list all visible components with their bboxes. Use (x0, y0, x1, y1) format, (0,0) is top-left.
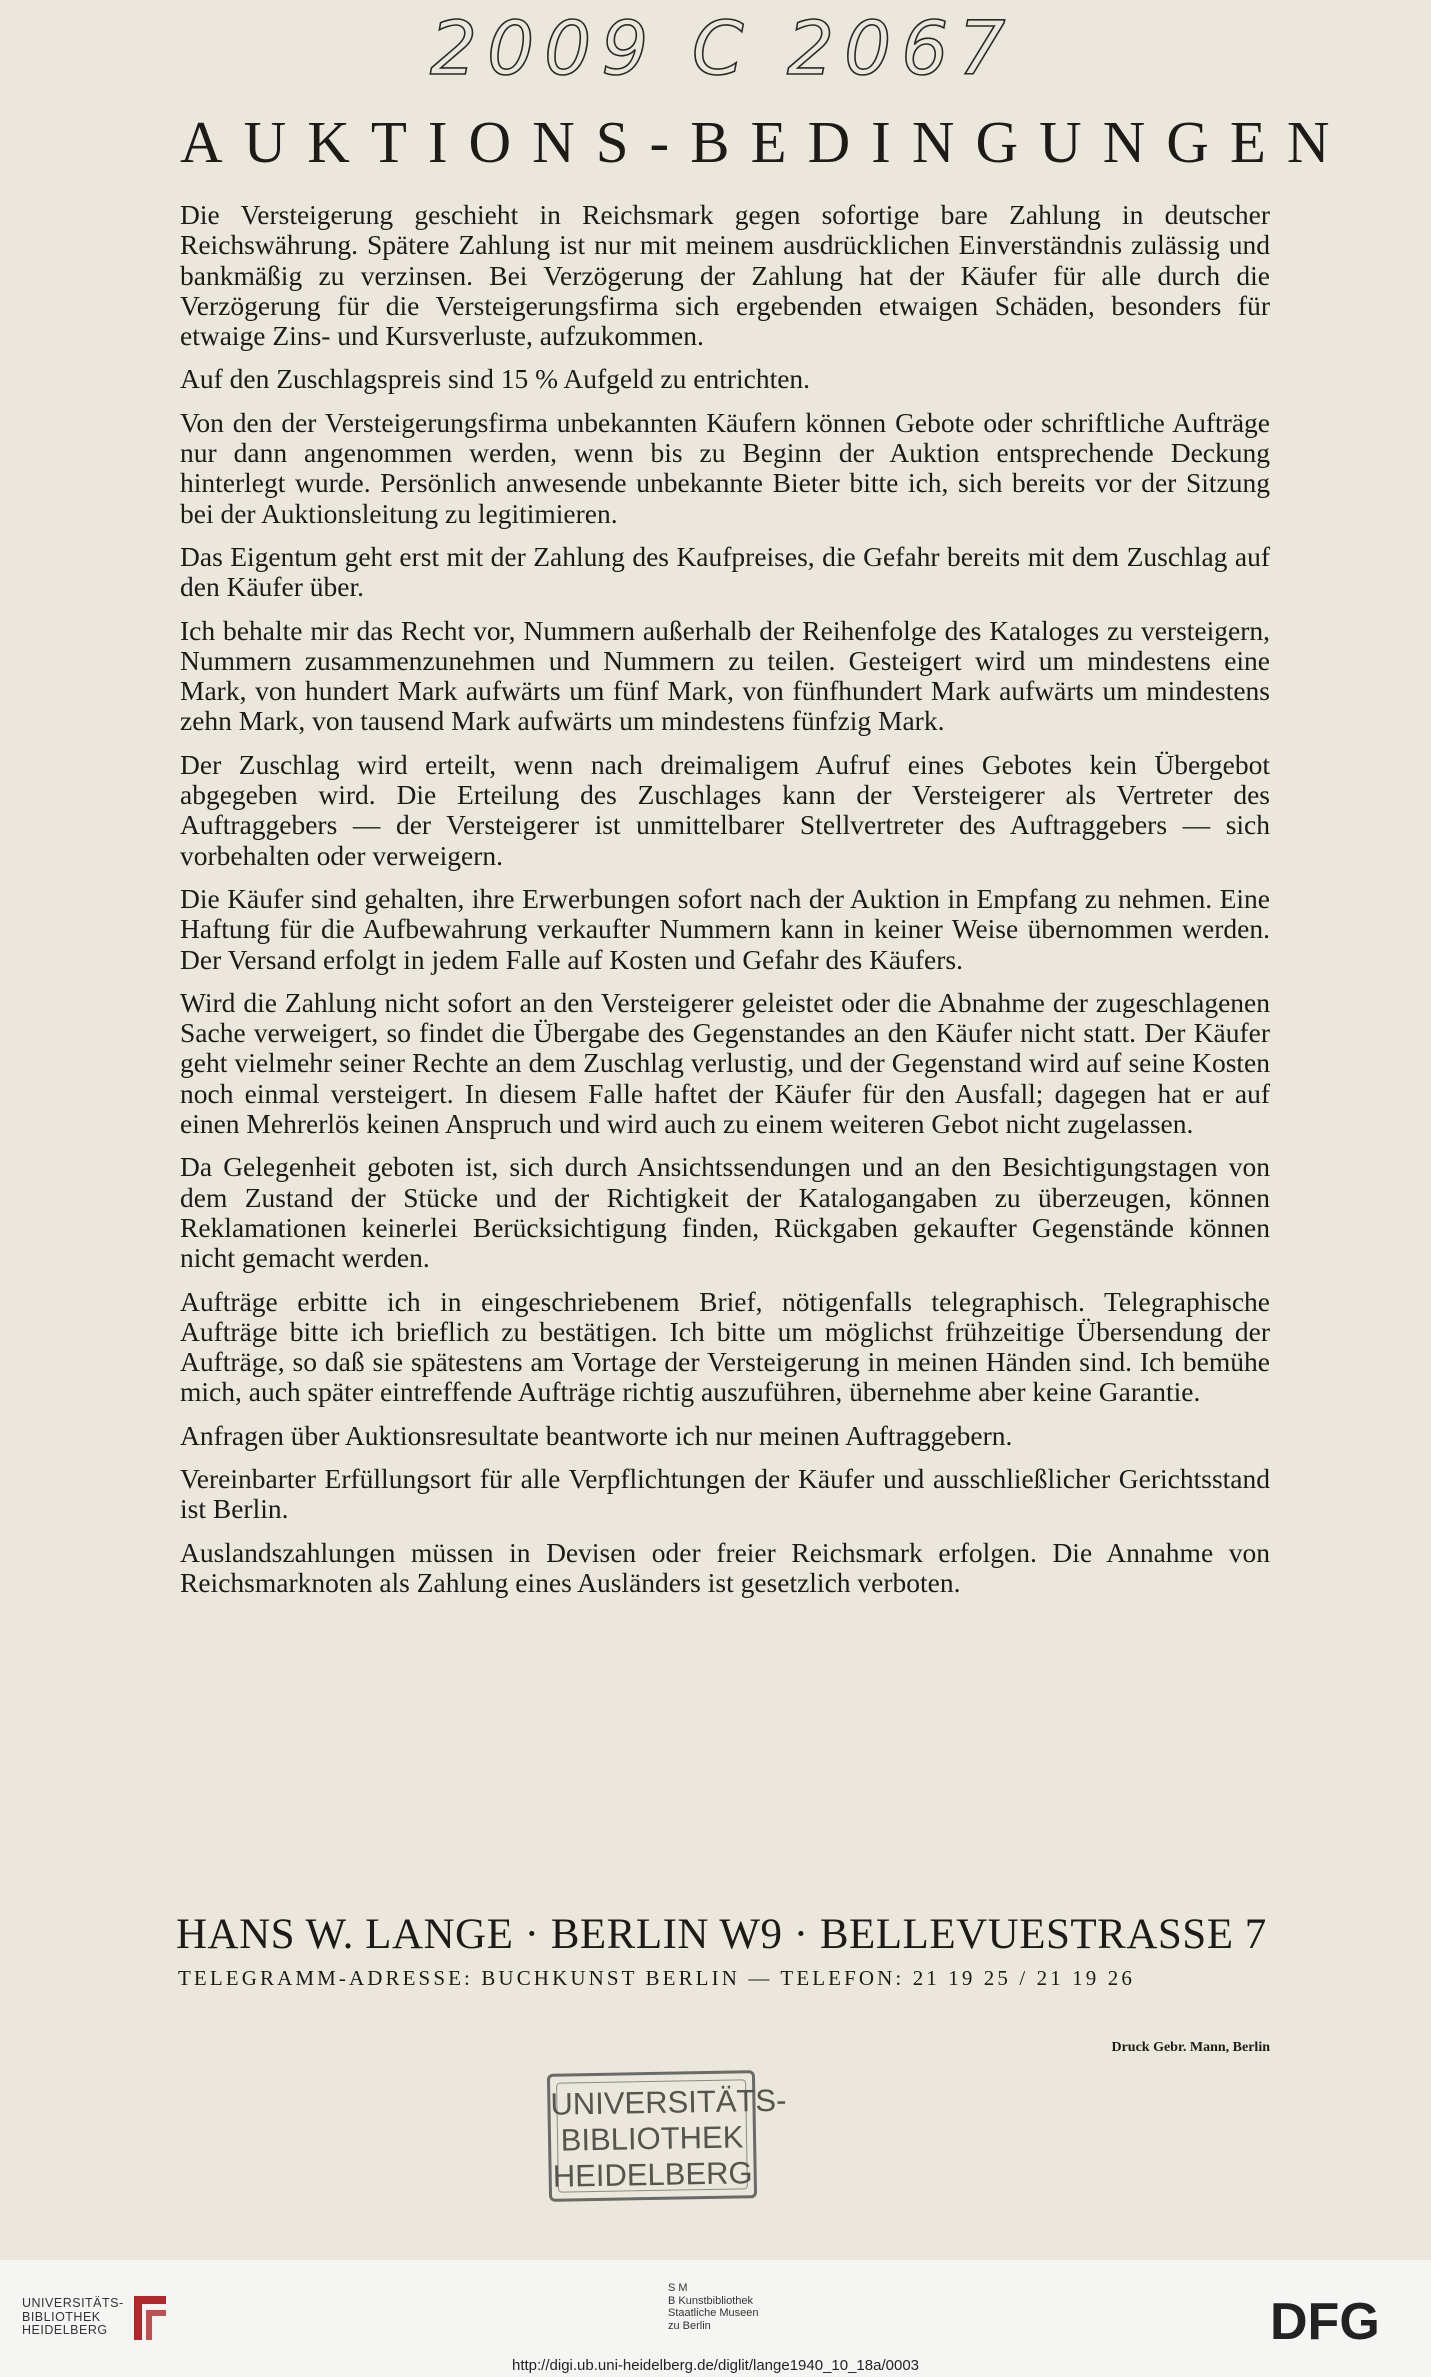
publisher-contact: TELEGRAMM-ADRESSE: BUCHKUNST BERLIN — TELEFON: 21 19 25 / 21 19 26 (178, 1966, 1135, 1990)
shelfmark-text: 2009 C 2067 (430, 6, 1016, 92)
dfg-logo[interactable] (1270, 2295, 1410, 2345)
paragraph-foreign-payments: Auslandszahlungen müssen in Devisen oder freier Reichsmark erfolgen. Die Annahme von Reichsmarknoten als Zahlung eines Ausländers ist gesetzlich verboten. (180, 1536, 1270, 1598)
uni-logo-line: BIBLIOTHEK (22, 2309, 101, 2324)
uni-logo-line: HEIDELBERG (22, 2323, 108, 2337)
partner-line: S M (668, 2282, 688, 2294)
paragraph-payment: Die Versteigerung geschieht in Reichsmark gegen sofortige bare Zahlung in deutscher Reichswährung. Spätere Zahlung ist nur mit meinem ausdrücklichen Einverständnis zulässig und bankmäßig zu verzinsen. Bei Verzögerung der Zahlung hat der Käufer für alle durch die Verzögerung für die Versteigerungsfirma sich ergebenden etwaigen Schäden, besonders für etwaige Zins- und Kursverluste, aufzukommen. (180, 199, 1270, 352)
publisher-address: HANS W. LANGE · BERLIN W9 · BELLEVUESTRASSE 7 (176, 1911, 1267, 1958)
shelfmark-drawing (420, 2, 1060, 97)
uni-logo-line: UNIVERSITÄTS- (22, 2296, 124, 2310)
stamp-line: HEIDELBERG (552, 2155, 753, 2194)
library-stamp (547, 2070, 787, 2202)
dfg-logo-text: DFG (1270, 2295, 1380, 2345)
paragraph-complaints: Da Gelegenheit geboten ist, sich durch Ansichtssendungen und an den Besichtigungstagen von dem Zustand der Stücke und der Richtigkeit der Katalogangaben zu überzeugen, können Reklamationen keinerlei Berücksichtigung finden, Rückgaben gekaufter Gegenstände können nicht gemacht werden. (180, 1151, 1270, 1274)
paragraph-premium: Auf den Zuschlagspreis sind 15 % Aufgeld zu entrichten. (180, 363, 811, 395)
stamp-line: UNIVERSITÄTS- (550, 2082, 787, 2122)
paragraph-collection: Die Käufer sind gehalten, ihre Erwerbungen sofort nach der Auktion in Empfang zu nehmen. Eine Haftung für die Aufbewahrung verkaufter Nummern kann in keiner Weise übernommen werden. Der Versand erfolgt in jedem Falle auf Kosten und Gefahr des Käufers. (180, 882, 1270, 975)
paragraph-commissions: Aufträge erbitte ich in eingeschriebenem Brief, nötigenfalls telegraphisch. Telegraphische Aufträge bitte ich brieflich zu bestätigen. Ich bitte um möglichst frühzeitige Übersendung der Aufträge, so daß sie spätestens am Vortage der Versteigerung in meinen Händen sind. Ich bemühe mich, auch später eintreffende Aufträge richtig auszuführen, übernehme aber keine Garantie. (180, 1285, 1270, 1408)
conditions-text (180, 200, 1270, 1611)
printer-imprint: Druck Gebr. Mann, Berlin (1111, 2040, 1270, 2055)
stamp-line: BIBLIOTHEK (560, 2119, 744, 2158)
paragraph-jurisdiction: Vereinbarter Erfüllungsort für alle Verpflichtungen der Käufer und ausschließlicher Gerichtsstand ist Berlin. (180, 1462, 1270, 1525)
handwritten-shelfmark (420, 2, 1060, 97)
paragraph-ownership: Das Eigentum geht erst mit der Zahlung des Kaufpreises, die Gefahr bereits mit dem Zuschlag auf den Käufer über. (180, 540, 1270, 603)
paragraph-unknown-buyers: Von den der Versteigerungsfirma unbekannten Käufern können Gebote oder schriftliche Aufträge nur dann angenommen werden, wenn bis zu Beginn der Auktion entsprechende Deckung hinterlegt wurde. Persönlich anwesende unbekannte Bieter bitte ich, sich bereits vor der Sitzung bei der Auktionsleitung zu legitimieren. (180, 406, 1270, 529)
partner-line: B Kunstbibliothek (668, 2294, 753, 2307)
paragraph-hammer: Der Zuschlag wird erteilt, wenn nach dreimaligem Aufruf eines Gebotes kein Übergebot abgegeben wird. Die Erteilung des Zuschlages kann der Versteigerer als Vertreter des Auftraggebers — der Versteigerer ist unmittelbarer Stellvertreter des Auftraggebers — sich vorbehalten oder verweigern. (180, 748, 1270, 871)
partner-line: Staatliche Museen (668, 2307, 759, 2319)
paragraph-bidding-increments: Ich behalte mir das Recht vor, Nummern außerhalb der Reihenfolge des Kataloges zu versteigern, Nummern zusammenzunehmen und Nummern zu teilen. Gesteigert wird um mindestens eine Mark, von hundert Mark aufwärts um fünf Mark, von fünfhundert Mark aufwärts um mindestens zehn Mark, von tausend Mark aufwärts um mindestens fünfzig Mark. (180, 614, 1270, 737)
page-title: AUKTIONS-BEDINGUNGEN (180, 109, 1351, 175)
partner-institution (668, 2282, 808, 2332)
university-seal-icon (128, 2290, 172, 2346)
partner-line: zu Berlin (668, 2319, 711, 2332)
paragraph-results: Anfragen über Auktionsresultate beantworte ich nur meinen Auftraggebern. (180, 1419, 1013, 1451)
paragraph-non-payment: Wird die Zahlung nicht sofort an den Versteigerer geleistet oder die Abnahme der zugeschlagenen Sache verweigert, so findet die Übergabe des Gegenstandes an den Käufer nicht statt. Der Käufer geht vielmehr seiner Rechte an dem Zuschlag verlustig, und der Gegenstand wird auf seine Kosten noch einmal versteigert. In diesem Falle haftet der Käufer für den Ausfall; dagegen hat er auf einen Mehrerlös keinen Anspruch und wird auch zu einem weiteren Gebot nicht zugelassen. (180, 986, 1270, 1140)
permalink-url[interactable]: http://digi.ub.uni-heidelberg.de/diglit/lange1940_10_18a/0003 (512, 2357, 919, 2374)
